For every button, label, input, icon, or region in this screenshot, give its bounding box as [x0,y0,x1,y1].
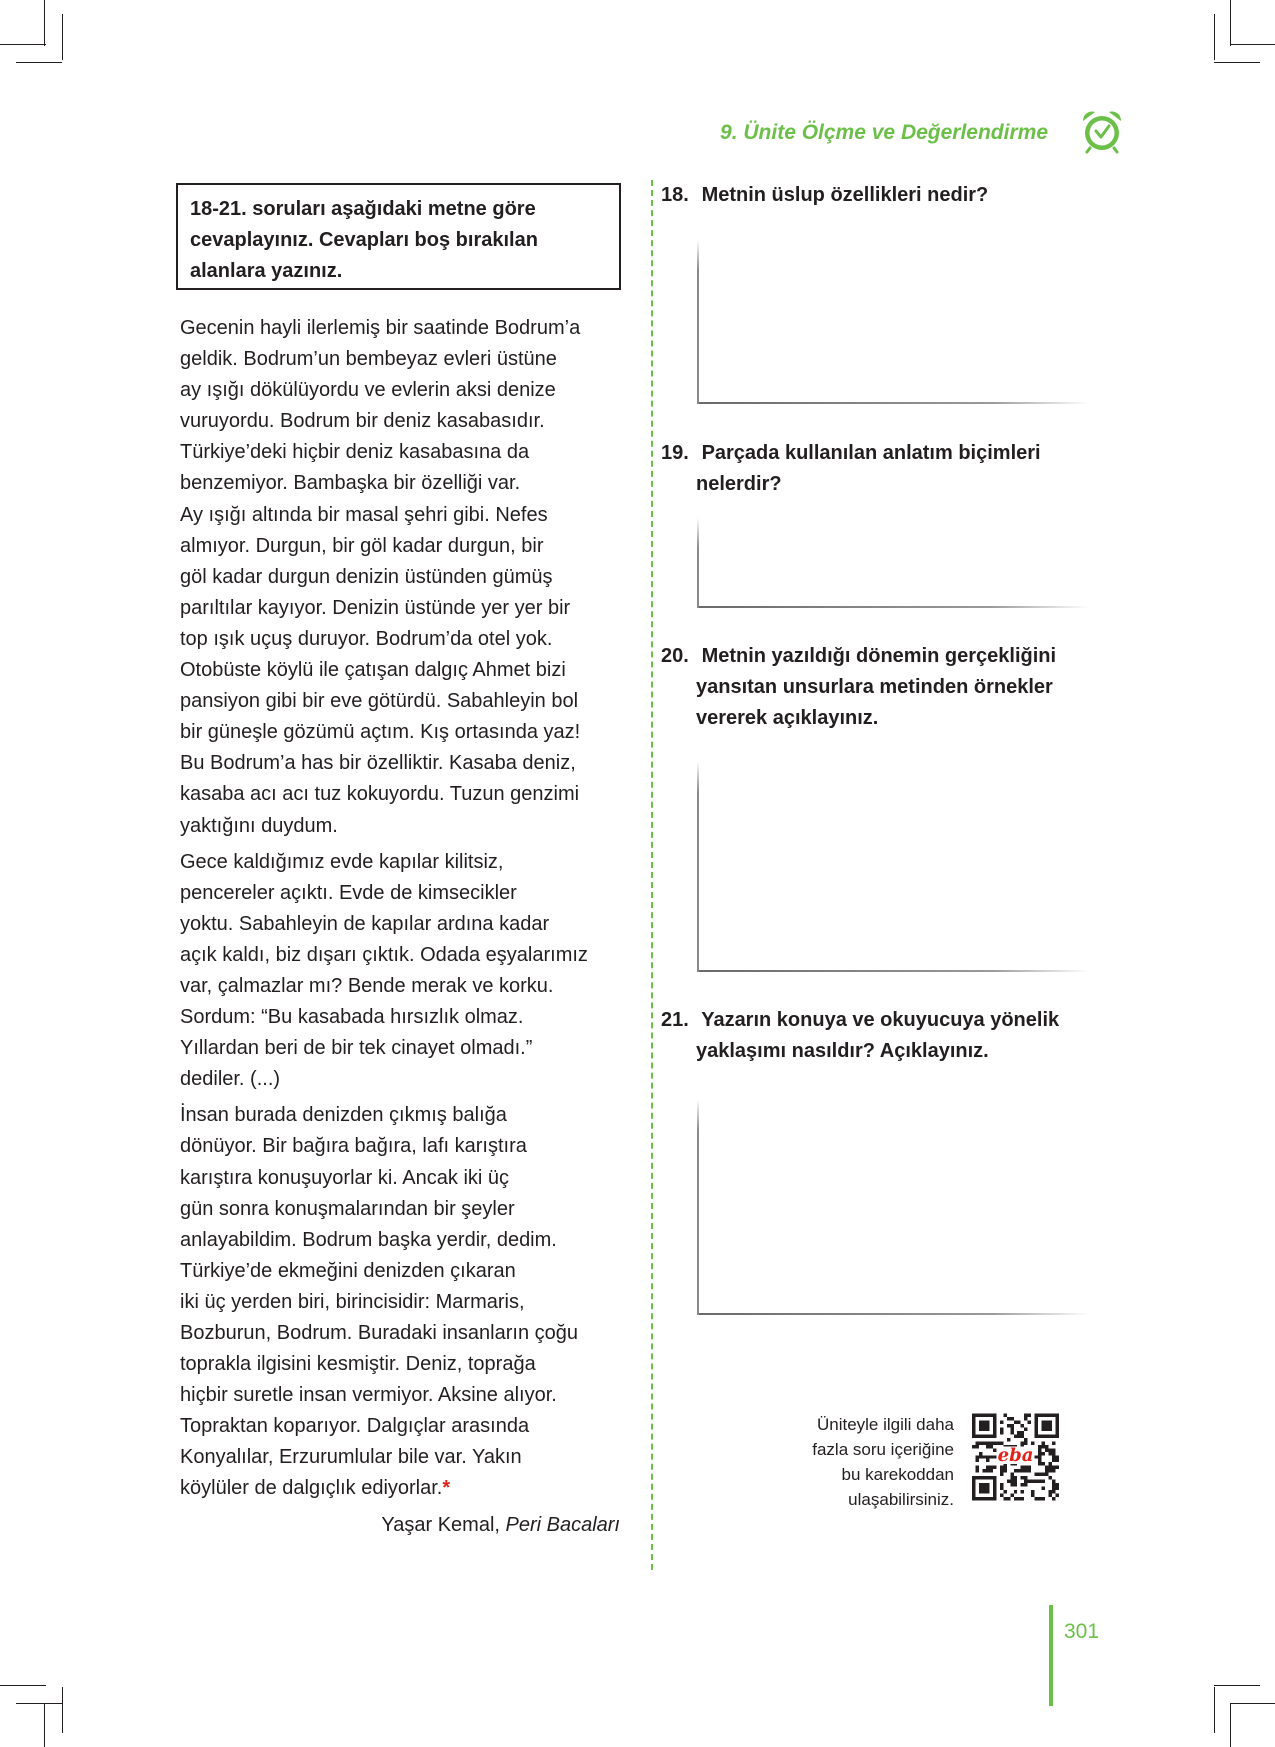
answer-area-19[interactable] [697,518,1089,608]
passage-paragraph [180,1100,620,1504]
crop-mark [1230,1703,1231,1747]
crop-mark [1214,62,1260,63]
source-title: Peri Bacaları [505,1513,620,1536]
passage-paragraph-text: İnsan burada denizden çıkmış balığa dönüyor. Bir bağıra bağıra, lafı karıştıra karıştıra konuşuyorlar ki. Ancak iki üç gün sonra konuşmalarından bir şeyler anlayabildim. Bodrum başka yerdir, dedim. Türkiye’de ekmeğini denizden çıkaran iki üç yerden biri, birincisidir: Marmaris, Bozburun, Bodrum. Buradaki insanların çoğu toprakla ilgisini kesmiştir. Deniz, toprağa hiçbir suretle insan vermiyor. Aksine alıyor. Topraktan koparıyor. Dalgıçlar arasında Konyalılar, Erzurumlular bile var. Yakın köylüler de dalgıçlık ediyorlar. [180,1104,579,1500]
crop-mark [1214,1687,1215,1733]
crop-mark [1214,1685,1260,1686]
question-text: Yazarın konuya ve okuyucuya yönelik [701,1009,1060,1031]
question-19 [661,438,1081,500]
instruction-box [176,183,621,290]
qr-caption: Üniteyle ilgili daha fazla soru içeriğine bu karekoddan ulaşabilirsiniz. [812,1415,954,1509]
crop-mark [0,1685,46,1686]
crop-mark [1214,14,1215,60]
crop-mark [1230,44,1275,45]
crop-mark [1230,1703,1275,1704]
question-18 [661,180,1081,211]
footnote-asterisk: * [442,1477,451,1500]
passage-paragraph: Gecenin hayli ilerlemiş bir saatinde Bodrum’a geldik. Bodrum’un bembeyaz evleri üstüne ay ışığı dökülüyordu ve evlerin aksi denize vuruyordu. Bodrum bir deniz kasabasıdır. Türkiye’deki hiçbir deniz kasabasına da benzemiyor. Bambaşka bir özelliği var. Ay ışığı altında bir masal şehri gibi. Nefes almıyor. Durgun, bir göl kadar durgun, bir göl kadar durgun denizin üstünden gümüş parıltılar kayıyor. Denizin üstünde yer yer bir top ışık uçuş duruyor. Bodrum’da otel yok. Otobüste köylü ile çatışan dalgıç Ahmet bizi pansiyon gibi bir eve götürdü. Sabahleyin bol bir güneşle gözümü açtım. Kış ortasında yaz! Bu Bodrum’a has bir özelliktir. Kasaba deniz, kasaba acı acı tuz kokuyordu. Tuzun genzimi yaktığını duydum. [180,317,581,837]
crop-mark [62,14,63,60]
crop-mark [62,1687,63,1733]
source-author: Yaşar Kemal, [381,1513,506,1536]
crop-mark [16,1703,62,1704]
page-number-bar [1049,1605,1053,1706]
question-text: Parçada kullanılan anlatım biçimleri [701,442,1041,464]
crop-mark [44,1703,45,1747]
page-number: 301 [1064,1620,1100,1643]
crop-mark [16,62,62,63]
question-text-continued: yaklaşımı nasıldır? Açıklayınız. [696,1040,989,1062]
question-21 [661,1005,1081,1067]
question-text: Metnin yazıldığı dönemin gerçekliğini [701,645,1057,667]
answer-area-20[interactable] [697,762,1089,972]
crop-mark [1230,0,1231,46]
question-text: Metnin üslup özellikleri nedir? [701,184,989,206]
question-text-continued: yansıtan unsurlara metinden örnekler vererek açıklayınız. [696,676,1053,729]
passage-paragraph: Gece kaldığımız evde kapılar kilitsiz, pencereler açıktı. Evde de kimsecikler yoktu. Sabahleyin de kapılar ardına kadar açık kaldı, biz dışarı çıktık. Odada eşyalarımız var, çalmazlar mı? Bende merak ve korku. Sordum: “Bu kasabada hırsızlık olmaz. Yıllardan beri de bir tek cinayet olmadı.” dediler. (...) [180,850,588,1091]
qr-code-icon[interactable] [972,1413,1059,1501]
column-divider [651,180,653,1570]
question-number: 21. [661,1009,689,1031]
instruction-text: 18-21. soruları aşağıdaki metne göre cevaplayınız. Cevapları boş bırakılan alanlara yazınız. [190,198,538,282]
answer-area-18[interactable] [697,240,1089,404]
reading-passage [180,313,620,1541]
answer-area-21[interactable] [697,1100,1089,1315]
question-number: 20. [661,645,689,667]
unit-title: 9. Ünite Ölçme ve Değerlendirme [720,121,1048,144]
crop-mark [44,0,45,46]
question-20 [661,641,1081,734]
question-number: 19. [661,442,689,464]
question-number: 18. [661,184,689,206]
question-text-continued: nelerdir? [696,473,782,495]
passage-source [180,1510,620,1541]
eba-logo: eba [997,1444,1034,1466]
alarm-clock-icon [1078,107,1126,155]
crop-mark [0,44,46,45]
